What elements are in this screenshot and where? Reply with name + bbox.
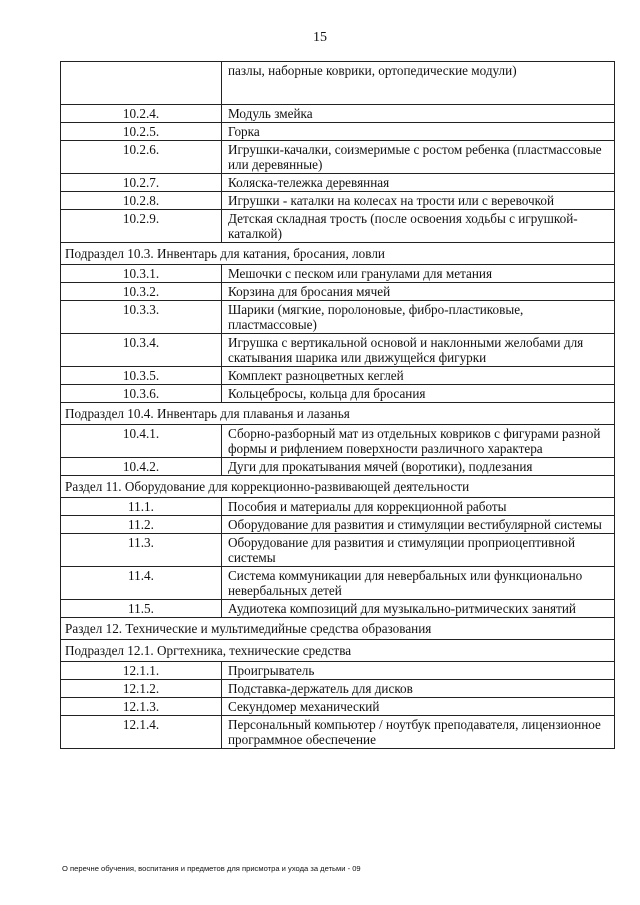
item-description: Персональный компьютер / ноутбук преподавателя, лицензионное программное обеспечение bbox=[222, 716, 615, 749]
table-row bbox=[61, 174, 615, 192]
section-row bbox=[61, 403, 615, 425]
table-row bbox=[61, 662, 615, 680]
item-code: 12.1.3. bbox=[61, 698, 222, 716]
item-description: Подставка-держатель для дисков bbox=[222, 680, 615, 698]
item-description: Система коммуникации для невербальных или функционально невербальных детей bbox=[222, 567, 615, 600]
item-description: Кольцебросы, кольца для бросания bbox=[222, 385, 615, 403]
item-description: Сборно-разборный мат из отдельных ковриков с фигурами разной формы и рифлением поверхности различного характера bbox=[222, 425, 615, 458]
item-description: Корзина для бросания мячей bbox=[222, 283, 615, 301]
item-code: 10.3.5. bbox=[61, 367, 222, 385]
item-code: 10.3.3. bbox=[61, 301, 222, 334]
item-code: 10.2.4. bbox=[61, 105, 222, 123]
table-row bbox=[61, 62, 615, 105]
item-code: 10.2.9. bbox=[61, 210, 222, 243]
item-description: Горка bbox=[222, 123, 615, 141]
section-title: Раздел 12. Технические и мультимедийные средства образования bbox=[61, 618, 615, 640]
section-title: Подраздел 12.1. Оргтехника, технические средства bbox=[61, 640, 615, 662]
item-code: 10.2.7. bbox=[61, 174, 222, 192]
item-description: Модуль змейка bbox=[222, 105, 615, 123]
item-description: Оборудование для развития и стимуляции вестибулярной системы bbox=[222, 516, 615, 534]
table-row bbox=[61, 716, 615, 749]
item-description: Коляска-тележка деревянная bbox=[222, 174, 615, 192]
section-title: Подраздел 10.3. Инвентарь для катания, бросания, ловли bbox=[61, 243, 615, 265]
table-row bbox=[61, 680, 615, 698]
item-code: 10.3.1. bbox=[61, 265, 222, 283]
table-row bbox=[61, 458, 615, 476]
item-description: Оборудование для развития и стимуляции проприоцептивной системы bbox=[222, 534, 615, 567]
table-row bbox=[61, 192, 615, 210]
page-footer: О перечне обучения, воспитания и предметов для присмотра и ухода за детьми - 09 bbox=[62, 864, 361, 873]
item-description: Игрушки - каталки на колесах на трости или с веревочкой bbox=[222, 192, 615, 210]
item-description: Детская складная трость (после освоения ходьбы с игрушкой-каталкой) bbox=[222, 210, 615, 243]
item-description: Игрушка с вертикальной основой и наклонными желобами для скатывания шарика или движущейся фигурки bbox=[222, 334, 615, 367]
item-description: Комплект разноцветных кеглей bbox=[222, 367, 615, 385]
item-code: 12.1.1. bbox=[61, 662, 222, 680]
item-description: Секундомер механический bbox=[222, 698, 615, 716]
item-code: 11.5. bbox=[61, 600, 222, 618]
section-title: Подраздел 10.4. Инвентарь для плаванья и лазанья bbox=[61, 403, 615, 425]
item-code: 11.4. bbox=[61, 567, 222, 600]
table-row bbox=[61, 301, 615, 334]
item-code: 10.2.5. bbox=[61, 123, 222, 141]
item-description: Пособия и материалы для коррекционной работы bbox=[222, 498, 615, 516]
table-row bbox=[61, 334, 615, 367]
equipment-table bbox=[60, 61, 615, 749]
table-row bbox=[61, 567, 615, 600]
item-code: 11.2. bbox=[61, 516, 222, 534]
table-row bbox=[61, 105, 615, 123]
item-code: 10.4.1. bbox=[61, 425, 222, 458]
item-code: 11.3. bbox=[61, 534, 222, 567]
item-description: Игрушки-качалки, соизмеримые с ростом ребенка (пластмассовые или деревянные) bbox=[222, 141, 615, 174]
section-row bbox=[61, 476, 615, 498]
table-row bbox=[61, 385, 615, 403]
table-row bbox=[61, 210, 615, 243]
table-row bbox=[61, 498, 615, 516]
item-code: 10.3.6. bbox=[61, 385, 222, 403]
section-title: Раздел 11. Оборудование для коррекционно-развивающей деятельности bbox=[61, 476, 615, 498]
section-row bbox=[61, 618, 615, 640]
page-number: 15 bbox=[313, 30, 327, 45]
table-row bbox=[61, 516, 615, 534]
table-row bbox=[61, 283, 615, 301]
item-description: Мешочки с песком или гранулами для метания bbox=[222, 265, 615, 283]
table-row bbox=[61, 123, 615, 141]
item-description: Аудиотека композиций для музыкально-ритмических занятий bbox=[222, 600, 615, 618]
item-code: 10.3.4. bbox=[61, 334, 222, 367]
section-row bbox=[61, 243, 615, 265]
table-row bbox=[61, 600, 615, 618]
item-code: 12.1.4. bbox=[61, 716, 222, 749]
item-code: 12.1.2. bbox=[61, 680, 222, 698]
table-row bbox=[61, 534, 615, 567]
item-description: пазлы, наборные коврики, ортопедические модули) bbox=[222, 62, 615, 105]
item-description: Проигрыватель bbox=[222, 662, 615, 680]
item-description: Дуги для прокатывания мячей (воротики), подлезания bbox=[222, 458, 615, 476]
item-code: 10.2.8. bbox=[61, 192, 222, 210]
section-row bbox=[61, 640, 615, 662]
item-code: 10.2.6. bbox=[61, 141, 222, 174]
table-row bbox=[61, 698, 615, 716]
table-row bbox=[61, 265, 615, 283]
item-code: 10.3.2. bbox=[61, 283, 222, 301]
equipment-table-body bbox=[61, 62, 615, 749]
item-description: Шарики (мягкие, поролоновые, фибро-пластиковые, пластмассовые) bbox=[222, 301, 615, 334]
item-code bbox=[61, 62, 222, 105]
table-row bbox=[61, 367, 615, 385]
table-row bbox=[61, 141, 615, 174]
item-code: 11.1. bbox=[61, 498, 222, 516]
item-code: 10.4.2. bbox=[61, 458, 222, 476]
table-row bbox=[61, 425, 615, 458]
